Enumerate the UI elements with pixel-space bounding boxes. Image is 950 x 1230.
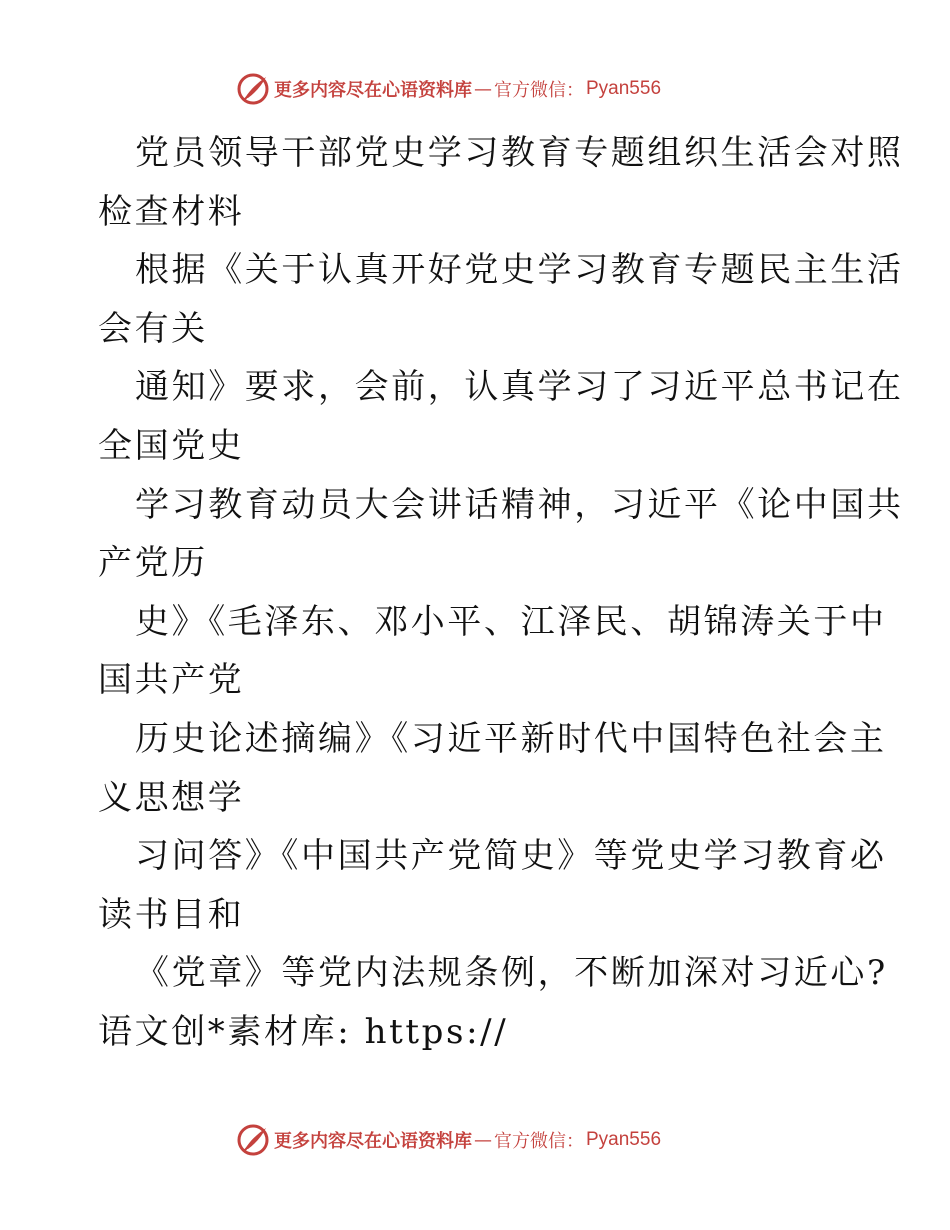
banner-site-text: 更多内容尽在心语资料库 — [274, 80, 472, 101]
banner-wechat-handle: Pyan556 — [586, 78, 662, 99]
banner-wechat-label: 官方微信： — [494, 1131, 584, 1152]
quill-circle-logo-icon — [236, 1123, 270, 1157]
banner-wechat-handle: Pyan556 — [586, 1129, 662, 1150]
banner-wechat-label: 官方微信： — [494, 80, 584, 101]
banner-separator: — — [474, 78, 492, 100]
paragraph-line: 义思想学 — [98, 777, 245, 818]
quill-circle-logo-icon — [236, 72, 270, 106]
paragraph-line: 学习教育动员大会讲话精神，习近平《论中国共 — [135, 484, 904, 525]
footer-banner — [236, 1123, 661, 1157]
banner-site-text: 更多内容尽在心语资料库 — [274, 1131, 472, 1152]
paragraph-line: 产党历 — [98, 543, 208, 584]
title-line-1: 党员领导干部党史学习教育专题组织生活会对照 — [135, 133, 904, 173]
title-line-2: 检查材料 — [98, 191, 245, 232]
paragraph-line: 根据《关于认真开好党史学习教育专题民主生活 — [135, 250, 904, 291]
paragraph-line: 全国党史 — [98, 425, 245, 466]
header-banner — [236, 72, 661, 106]
paragraph-line: 国共产党 — [98, 660, 245, 701]
paragraph-line: 会有关 — [98, 308, 208, 349]
paragraph-line: 《党章》等党内法规条例，不断加深对习近心? — [135, 953, 888, 994]
paragraph-line: 史》《毛泽东、邓小平、江泽民、胡锦涛关于中 — [135, 601, 887, 642]
paragraph-line: 通知》要求，会前，认真学习了习近平总书记在 — [135, 367, 904, 408]
paragraph-line: 习问答》《中国共产党简史》等党史学习教育必 — [135, 836, 887, 877]
paragraph-line: 读书目和 — [98, 894, 245, 935]
document-body — [98, 124, 904, 1062]
paragraph-line: 历史论述摘编》《习近平新时代中国特色社会主 — [135, 718, 887, 759]
paragraph-line: 语文创*素材库: https:// — [98, 1011, 509, 1052]
banner-separator: — — [474, 1129, 492, 1151]
